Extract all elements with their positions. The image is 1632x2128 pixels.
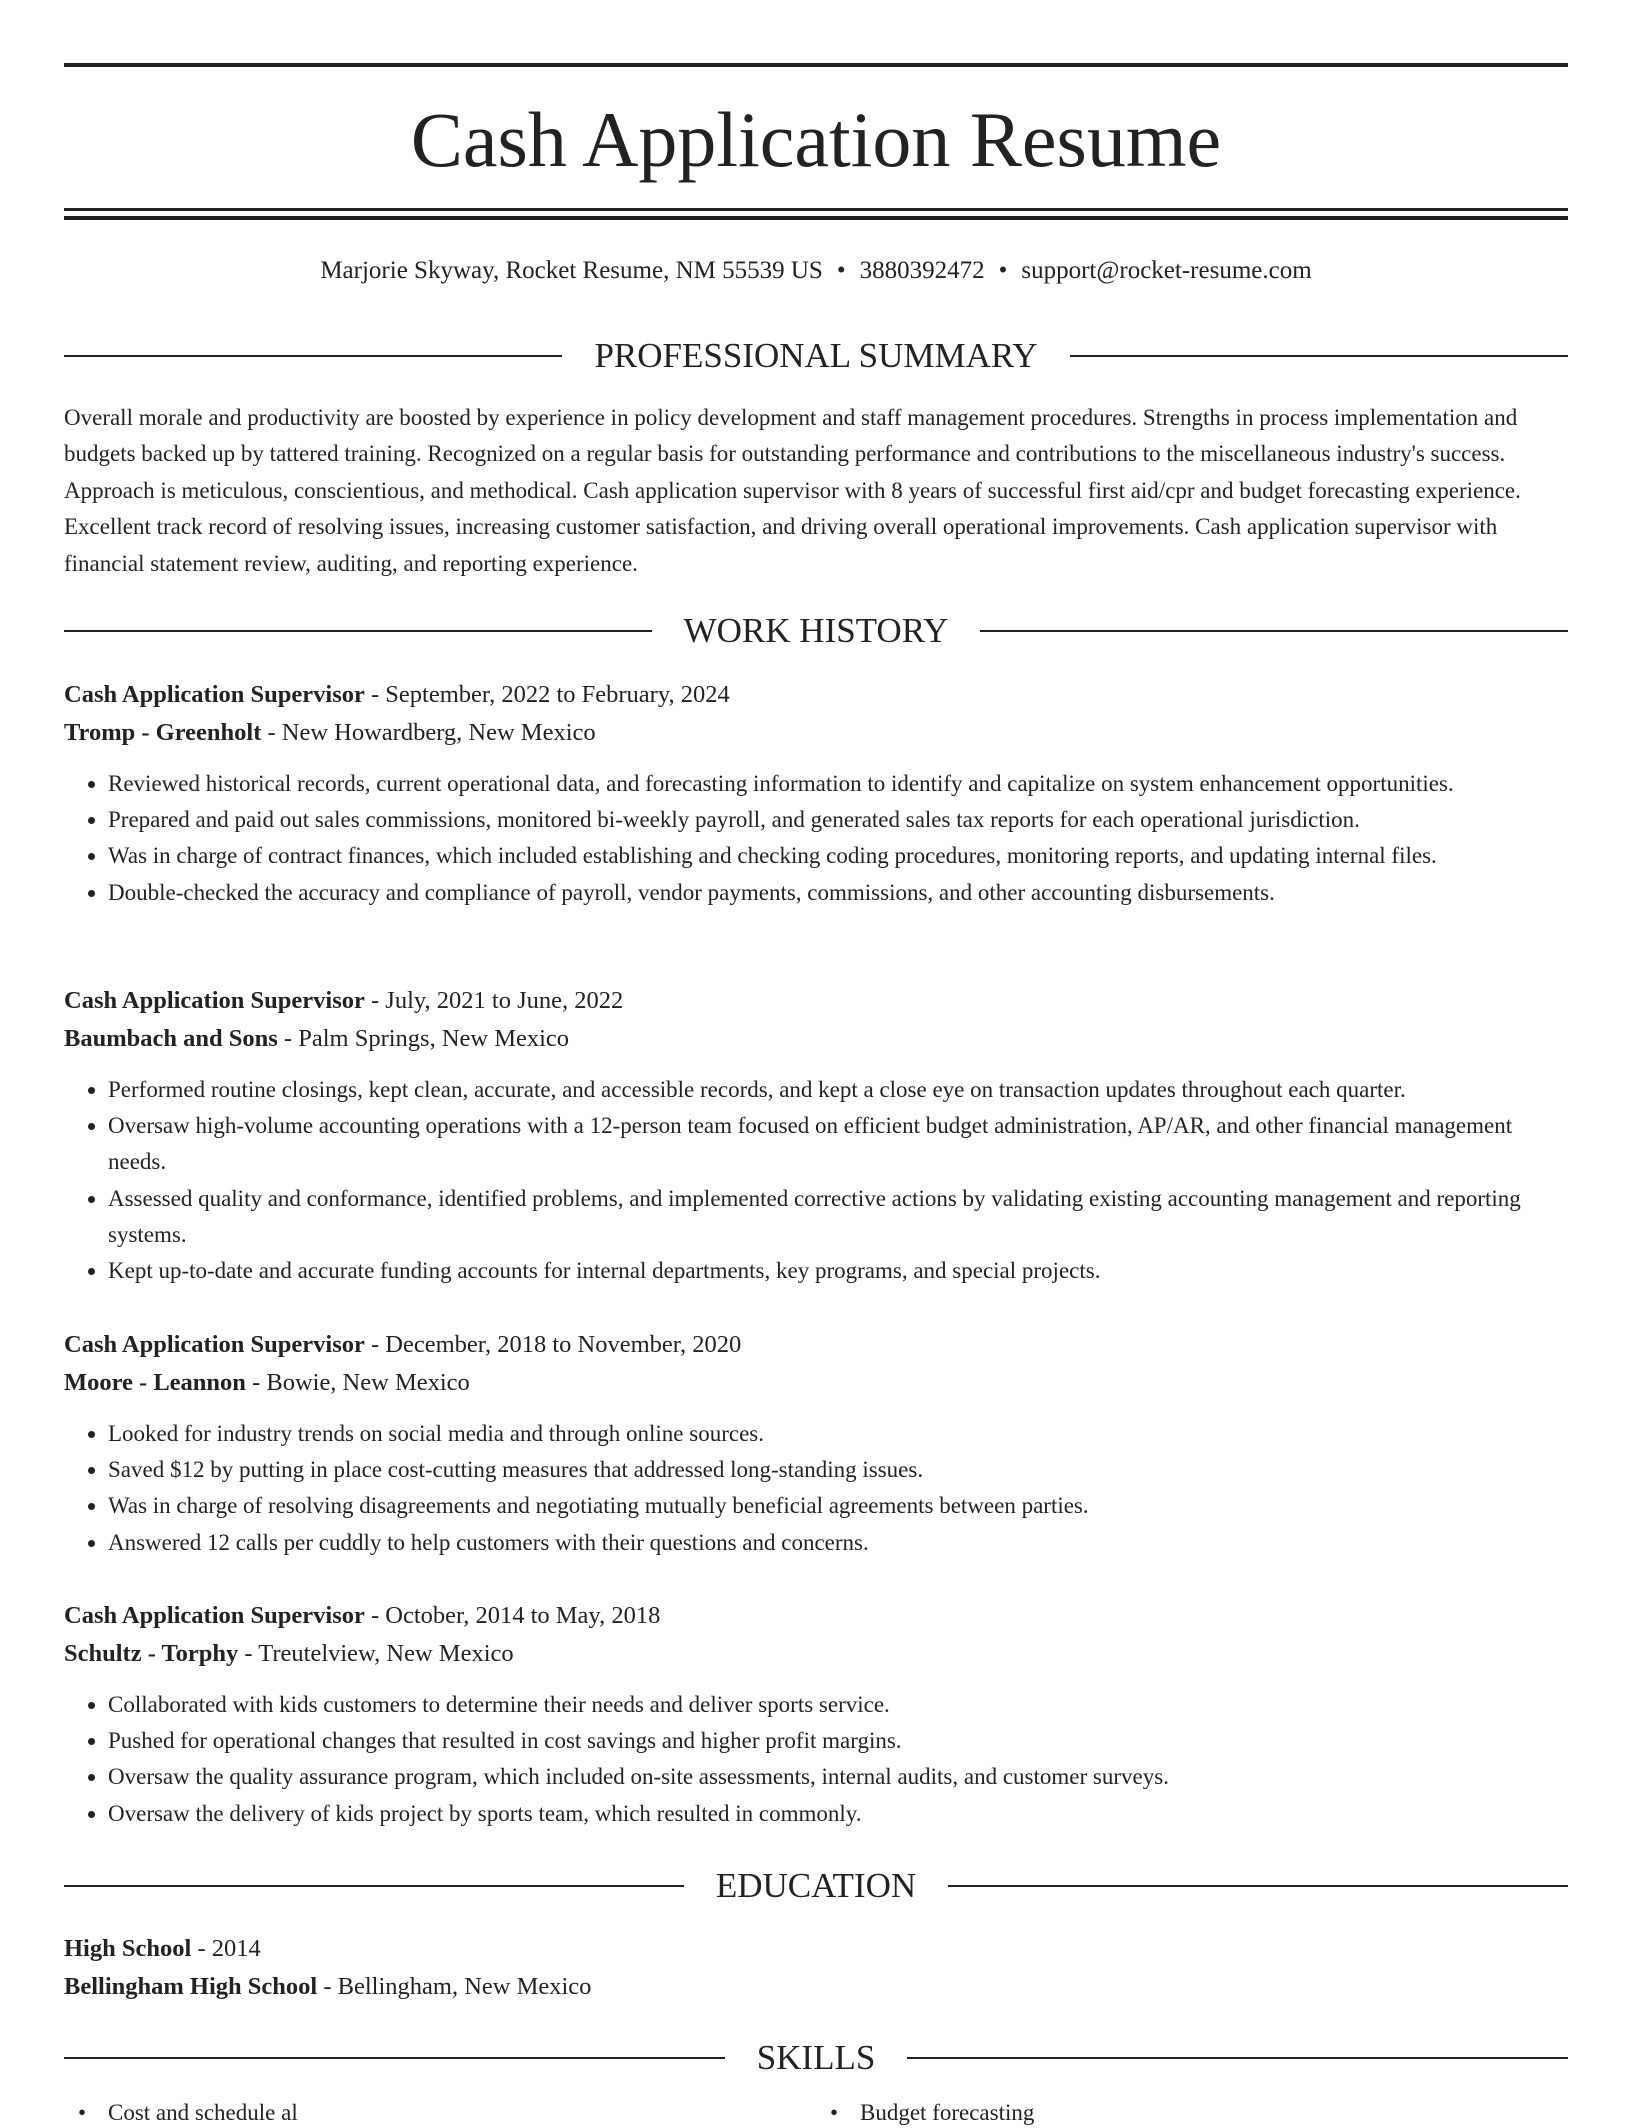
education-degree: High School <box>64 1935 192 1962</box>
job-bullet: • Pushed for operational changes that resulted in cost savings and higher profit margins. <box>108 1723 1568 1759</box>
skill-item: • Cost and schedule al <box>64 2098 816 2128</box>
job-company: Tromp - Greenholt <box>64 719 262 746</box>
job-dates: - December, 2018 to November, 2020 <box>364 1331 742 1358</box>
job-bullet: • Prepared and paid out sales commissions, monitored bi-weekly payroll, and generated sales tax reports for each operational jurisdiction. <box>108 802 1568 838</box>
job-company-line <box>64 714 1568 752</box>
section-heading-work <box>64 611 1568 651</box>
job-bullets <box>64 1416 1568 1561</box>
page-title: Cash Application Resume <box>410 96 1222 183</box>
education-entry <box>64 1930 1568 2006</box>
job-location: - Palm Springs, New Mexico <box>277 1025 570 1052</box>
job-bullets <box>64 1072 1568 1289</box>
job-title-line <box>64 982 1568 1020</box>
job-role: Cash Application Supervisor <box>64 987 365 1014</box>
job-bullet: • Double-checked the accuracy and compliance of payroll, vendor payments, commissions, and other accounting disbursements. <box>108 875 1568 911</box>
contact-email: support@rocket-resume.com <box>1021 257 1312 284</box>
job-bullet: • Oversaw the delivery of kids project by sports team, which resulted in commonly. <box>108 1796 1568 1832</box>
job-bullet: • Oversaw the quality assurance program, which included on-site assessments, internal audits, and customer surveys. <box>108 1759 1568 1795</box>
heading-text: SKILLS <box>756 2038 876 2077</box>
job-location: - Treutelview, New Mexico <box>238 1640 514 1667</box>
contact-phone: 3880392472 <box>859 257 985 284</box>
heading-rule <box>64 630 652 632</box>
education-location: - Bellingham, New Mexico <box>317 1973 592 2000</box>
job-bullet: • Saved $12 by putting in place cost-cutting measures that addressed long-standing issues. <box>108 1452 1568 1488</box>
job-bullet: • Looked for industry trends on social media and through online sources. <box>108 1416 1568 1452</box>
job-role: Cash Application Supervisor <box>64 1602 365 1629</box>
heading-text: EDUCATION <box>715 1866 917 1905</box>
education-year: - 2014 <box>191 1935 261 1962</box>
section-heading-education <box>64 1866 1568 1906</box>
heading-rule <box>64 1885 684 1887</box>
job-company-line <box>64 1364 1568 1402</box>
job-title-line <box>64 676 1568 714</box>
job-entry <box>64 676 1568 911</box>
education-school: Bellingham High School <box>64 1973 318 2000</box>
job-bullet: • Performed routine closings, kept clean, accurate, and accessible records, and kept a close eye on transaction updates throughout each quarter. <box>108 1072 1568 1108</box>
heading-text: WORK HISTORY <box>683 611 949 650</box>
title-rule-lower <box>64 216 1568 220</box>
education-school-line <box>64 1968 1568 2006</box>
job-company-line <box>64 1020 1568 1058</box>
heading-rule <box>1070 355 1568 357</box>
job-entry <box>64 982 1568 1289</box>
job-bullet: • Answered 12 calls per cuddly to help customers with their questions and concerns. <box>108 1525 1568 1561</box>
section-heading-summary <box>64 336 1568 376</box>
job-bullet: • Collaborated with kids customers to determine their needs and deliver sports service. <box>108 1687 1568 1723</box>
job-dates: - September, 2022 to February, 2024 <box>364 681 730 708</box>
job-location: - Bowie, New Mexico <box>245 1369 470 1396</box>
job-company: Schultz - Torphy <box>64 1640 239 1667</box>
heading-rule <box>64 2057 725 2059</box>
job-bullet: • Oversaw high-volume accounting operations with a 12-person team focused on efficient budget administration, AP/AR, and other financial management needs. <box>108 1108 1568 1180</box>
job-company: Baumbach and Sons <box>64 1025 278 1052</box>
job-title-line <box>64 1326 1568 1364</box>
job-bullet: • Was in charge of contract finances, which included establishing and checking coding procedures, monitoring reports, and updating internal files. <box>108 838 1568 874</box>
job-bullets <box>64 1687 1568 1832</box>
job-company: Moore - Leannon <box>64 1369 246 1396</box>
job-role: Cash Application Supervisor <box>64 681 365 708</box>
summary-paragraph: Overall morale and productivity are boosted by experience in policy development and staff management procedures. Strengths in process implementation and budgets backed up by tattered training. Recognized on a regular basis for outstanding performance and contributions to the miscellaneous industry's success. Approach is meticulous, conscientious, and methodical. Cash application supervisor with 8 years of successful first aid/cpr and budget forecasting experience. Excellent track record of resolving issues, increasing customer satisfaction, and driving overall operational improvements. Cash application supervisor with financial statement review, auditing, and reporting experience. <box>64 405 1521 576</box>
top-rule <box>64 63 1568 67</box>
education-degree-line <box>64 1930 1568 1968</box>
section-heading-skills <box>64 2038 1568 2078</box>
job-bullet: • Reviewed historical records, current operational data, and forecasting information to identify and capitalize on system enhancement opportunities. <box>108 766 1568 802</box>
job-company-line <box>64 1635 1568 1673</box>
contact-address: Marjorie Skyway, Rocket Resume, NM 55539 US <box>320 257 823 284</box>
heading-rule <box>980 630 1568 632</box>
heading-rule <box>64 355 562 357</box>
job-title-line <box>64 1597 1568 1635</box>
job-role: Cash Application Supervisor <box>64 1331 365 1358</box>
heading-text: PROFESSIONAL SUMMARY <box>594 336 1038 375</box>
skill-item: • Budget forecasting <box>816 2098 1568 2128</box>
contact-line <box>64 254 1568 288</box>
contact-separator: • <box>998 257 1008 284</box>
job-bullet: • Kept up-to-date and accurate funding accounts for internal departments, key programs, and special projects. <box>108 1253 1568 1289</box>
job-entry <box>64 1597 1568 1832</box>
heading-rule <box>948 1885 1568 1887</box>
job-location: - New Howardberg, New Mexico <box>261 719 596 746</box>
job-bullet: • Was in charge of resolving disagreements and negotiating mutually beneficial agreements between parties. <box>108 1488 1568 1524</box>
job-entry <box>64 1326 1568 1561</box>
skills-list <box>64 2098 1568 2128</box>
job-bullets <box>64 766 1568 911</box>
job-bullet: • Assessed quality and conformance, identified problems, and implemented corrective actions by validating existing accounting management and reporting systems. <box>108 1181 1568 1253</box>
heading-rule <box>907 2057 1568 2059</box>
job-dates: - July, 2021 to June, 2022 <box>364 987 624 1014</box>
contact-separator: • <box>836 257 846 284</box>
title-rule-upper <box>64 208 1568 211</box>
job-dates: - October, 2014 to May, 2018 <box>364 1602 661 1629</box>
